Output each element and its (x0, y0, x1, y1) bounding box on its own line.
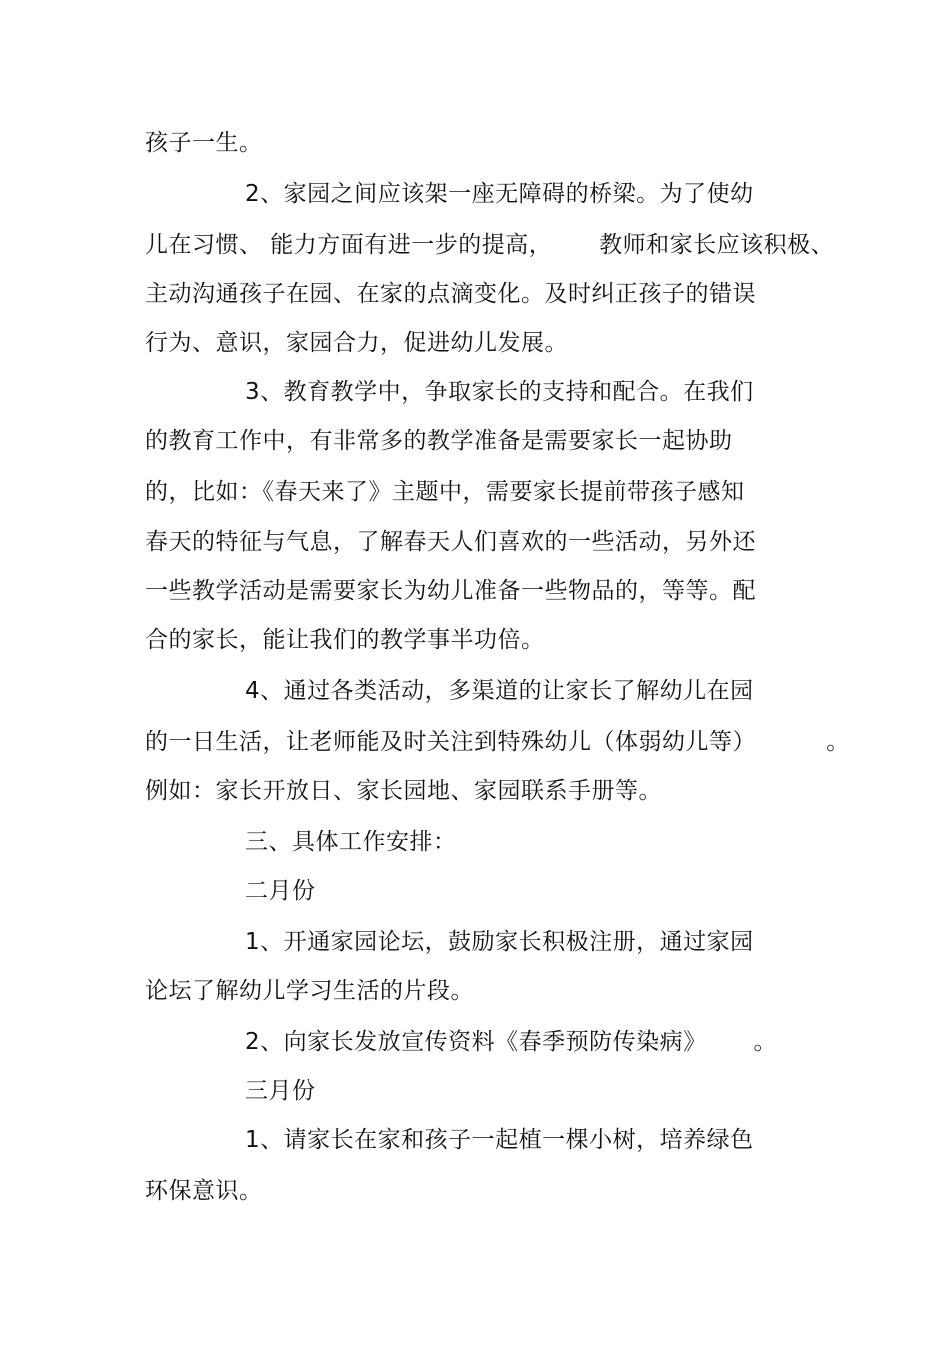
text-line: 4、通过各类活动，多渠道的让家长了解幼儿在园 (245, 678, 754, 704)
text-line: 2、向家长发放宣传资料《春季预防传染病》 。 (245, 1029, 777, 1055)
text-line: 1、开通家园论坛，鼓励家长积极注册，通过家园 (245, 929, 754, 955)
text-line: 主动沟通孩子在园、在家的点滴变化。及时纠正孩子的错误 (145, 281, 756, 307)
text-line: 春天的特征与气息，了解春天人们喜欢的一些活动，另外还 (145, 529, 756, 555)
section-heading: 三、具体工作安排： (245, 829, 457, 855)
text-line: 行为、意识，家园合力，促进幼儿发展。 (145, 330, 568, 356)
text-line: 一些教学活动是需要家长为幼儿准备一些物品的，等等。配 (145, 578, 756, 604)
text-line: 2、家园之间应该架一座无障碍的桥梁。为了使幼 (245, 181, 754, 207)
month-heading: 二月份 (245, 878, 316, 904)
month-heading: 三月份 (245, 1078, 316, 1104)
text-line: 1、请家长在家和孩子一起植一棵小树，培养绿色 (245, 1127, 754, 1153)
text-line: 3、教育教学中，争取家长的支持和配合。在我们 (245, 379, 754, 405)
text-line: 合的家长，能让我们的教学事半功倍。 (145, 627, 545, 653)
text-line: 的一日生活，让老师能及时关注到特殊幼儿（体弱幼儿等） 。 (145, 729, 850, 755)
text-line: 环保意识。 (145, 1178, 263, 1204)
text-line: 论坛了解幼儿学习生活的片段。 (145, 978, 474, 1004)
text-line: 孩子一生。 (145, 130, 263, 156)
text-line: 儿在习惯、 能力方面有进一步的提高， 教师和家长应该积极、 (145, 232, 835, 258)
text-line: 的，比如：《春天来了》主题中，需要家长提前带孩子感知 (145, 479, 745, 505)
text-line: 例如：家长开放日、家长园地、家园联系手册等。 (145, 778, 662, 804)
text-line: 的教育工作中，有非常多的教学准备是需要家长一起协助 (145, 428, 733, 454)
